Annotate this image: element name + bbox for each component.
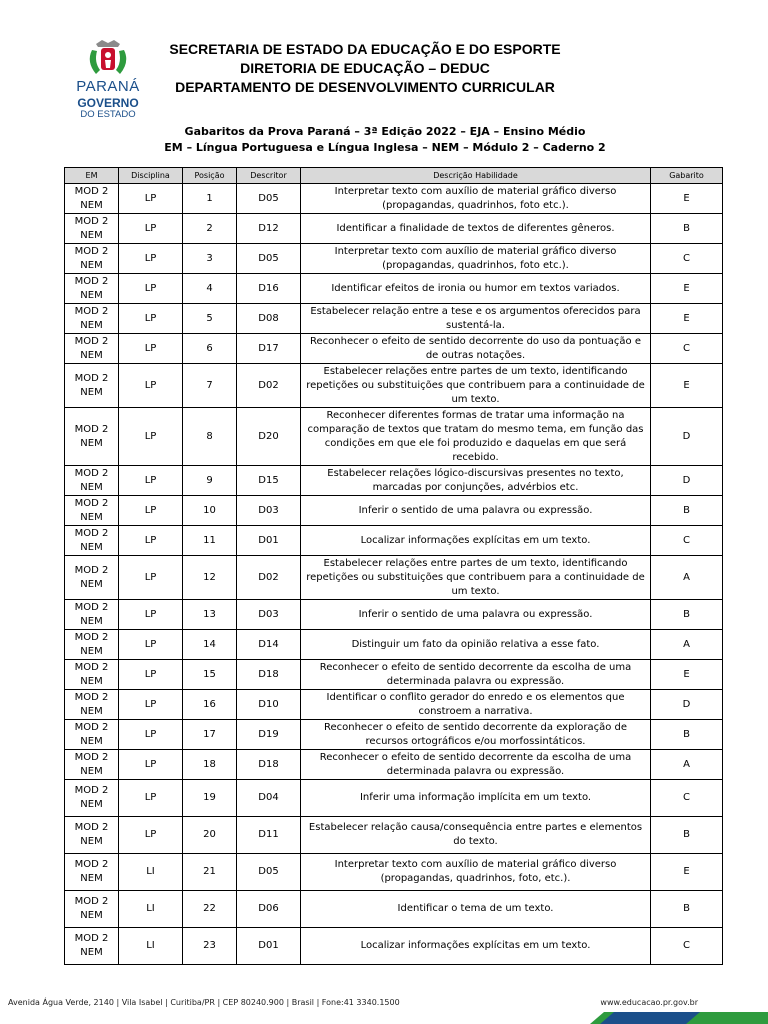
cell-descritor: D10 [237, 690, 301, 720]
table-row [65, 304, 723, 334]
cell-descricao: Inferir o sentido de uma palavra ou expressão. [301, 600, 651, 630]
cell-em: MOD 2 NEM [65, 817, 119, 854]
cell-descricao: Identificar efeitos de ironia ou humor em textos variados. [301, 274, 651, 304]
cell-descricao: Localizar informações explícitas em um texto. [301, 526, 651, 556]
cell-descritor: D08 [237, 304, 301, 334]
cell-descritor: D03 [237, 600, 301, 630]
cell-em: MOD 2 NEM [65, 720, 119, 750]
table-header-row [65, 168, 723, 184]
cell-descritor: D01 [237, 928, 301, 965]
header-departamento: DEPARTAMENTO DE DESENVOLVIMENTO CURRICULAR [175, 79, 555, 95]
cell-disciplina: LP [119, 214, 183, 244]
footer-address: Avenida Água Verde, 2140 | Vila Isabel | Curitiba/PR | CEP 80240.900 | Brasil | Fone:41 3340.1500 [8, 998, 400, 1007]
cell-disciplina: LP [119, 630, 183, 660]
cell-posicao: 11 [183, 526, 237, 556]
cell-disciplina: LP [119, 556, 183, 600]
cell-posicao: 21 [183, 854, 237, 891]
cell-descricao: Reconhecer o efeito de sentido decorrente da exploração de recursos ortográficos e/ou morfossintáticos. [301, 720, 651, 750]
cell-disciplina: LP [119, 334, 183, 364]
cell-gabarito: C [651, 780, 723, 817]
cell-descritor: D01 [237, 526, 301, 556]
cell-gabarito: E [651, 660, 723, 690]
table-row [65, 780, 723, 817]
table-row [65, 556, 723, 600]
cell-descritor: D03 [237, 496, 301, 526]
cell-gabarito: E [651, 274, 723, 304]
cell-em: MOD 2 NEM [65, 526, 119, 556]
cell-gabarito: B [651, 720, 723, 750]
cell-posicao: 19 [183, 780, 237, 817]
table-row [65, 334, 723, 364]
cell-em: MOD 2 NEM [65, 690, 119, 720]
cell-posicao: 1 [183, 184, 237, 214]
cell-descritor: D06 [237, 891, 301, 928]
footer-website: www.educacao.pr.gov.br [600, 998, 698, 1007]
cell-disciplina: LP [119, 690, 183, 720]
cell-descricao: Estabelecer relações entre partes de um texto, identificando repetições ou substituições que contribuem para a continuidade de um texto. [301, 364, 651, 408]
cell-em: MOD 2 NEM [65, 780, 119, 817]
table-row [65, 364, 723, 408]
cell-descritor: D05 [237, 244, 301, 274]
cell-descritor: D17 [237, 334, 301, 364]
cell-gabarito: C [651, 334, 723, 364]
cell-disciplina: LP [119, 496, 183, 526]
cell-gabarito: A [651, 750, 723, 780]
cell-disciplina: LP [119, 660, 183, 690]
cell-posicao: 16 [183, 690, 237, 720]
cell-em: MOD 2 NEM [65, 214, 119, 244]
cell-disciplina: LP [119, 244, 183, 274]
cell-gabarito: C [651, 526, 723, 556]
footer-color-stripe [0, 1012, 768, 1024]
table-row [65, 184, 723, 214]
cell-descricao: Distinguir um fato da opinião relativa a esse fato. [301, 630, 651, 660]
cell-posicao: 22 [183, 891, 237, 928]
table-row [65, 928, 723, 965]
cell-gabarito: B [651, 817, 723, 854]
cell-descritor: D05 [237, 184, 301, 214]
cell-em: MOD 2 NEM [65, 630, 119, 660]
cell-em: MOD 2 NEM [65, 891, 119, 928]
cell-gabarito: E [651, 184, 723, 214]
cell-descritor: D02 [237, 556, 301, 600]
header-descritor: Descritor [237, 168, 301, 184]
cell-gabarito: E [651, 304, 723, 334]
header-diretoria: DIRETORIA DE EDUCAÇÃO – DEDUC [240, 60, 490, 76]
cell-gabarito: A [651, 630, 723, 660]
cell-posicao: 15 [183, 660, 237, 690]
cell-gabarito: B [651, 891, 723, 928]
cell-gabarito: A [651, 556, 723, 600]
cell-descricao: Identificar a finalidade de textos de diferentes gêneros. [301, 214, 651, 244]
cell-descricao: Estabelecer relações lógico-discursivas presentes no texto, marcadas por conjunções, advérbios etc. [301, 466, 651, 496]
cell-descritor: D20 [237, 408, 301, 466]
cell-posicao: 13 [183, 600, 237, 630]
cell-descricao: Interpretar texto com auxílio de material gráfico diverso (propagandas, quadrinhos, foto etc.). [301, 244, 651, 274]
cell-posicao: 5 [183, 304, 237, 334]
table-row [65, 720, 723, 750]
cell-gabarito: D [651, 408, 723, 466]
cell-em: MOD 2 NEM [65, 334, 119, 364]
cell-descricao: Localizar informações explícitas em um texto. [301, 928, 651, 965]
cell-disciplina: LP [119, 408, 183, 466]
cell-descritor: D16 [237, 274, 301, 304]
cell-em: MOD 2 NEM [65, 854, 119, 891]
table-row [65, 817, 723, 854]
cell-descricao: Reconhecer o efeito de sentido decorrente do uso da pontuação e de outras notações. [301, 334, 651, 364]
table-row [65, 690, 723, 720]
cell-em: MOD 2 NEM [65, 364, 119, 408]
cell-descricao: Reconhecer diferentes formas de tratar uma informação na comparação de textos que tratam do mesmo tema, em função das condições em que ele foi produzido e daquelas em que será recebido. [301, 408, 651, 466]
cell-descricao: Estabelecer relação entre a tese e os argumentos oferecidos para sustentá-la. [301, 304, 651, 334]
logo-do-estado-text: DO ESTADO [80, 109, 136, 120]
cell-disciplina: LP [119, 184, 183, 214]
logo-parana-text: PARANÁ [76, 78, 140, 95]
cell-disciplina: LI [119, 928, 183, 965]
cell-descritor: D05 [237, 854, 301, 891]
cell-em: MOD 2 NEM [65, 556, 119, 600]
cell-em: MOD 2 NEM [65, 496, 119, 526]
table-row [65, 466, 723, 496]
document-header [140, 40, 590, 97]
cell-em: MOD 2 NEM [65, 466, 119, 496]
table-row [65, 408, 723, 466]
cell-posicao: 14 [183, 630, 237, 660]
cell-disciplina: LP [119, 780, 183, 817]
cell-disciplina: LP [119, 466, 183, 496]
cell-posicao: 7 [183, 364, 237, 408]
header-descricao-habilidade: Descrição Habilidade [301, 168, 651, 184]
cell-posicao: 6 [183, 334, 237, 364]
cell-em: MOD 2 NEM [65, 184, 119, 214]
document-subtitle [120, 124, 650, 156]
cell-posicao: 23 [183, 928, 237, 965]
cell-gabarito: D [651, 466, 723, 496]
cell-disciplina: LP [119, 364, 183, 408]
cell-descricao: Inferir o sentido de uma palavra ou expressão. [301, 496, 651, 526]
cell-disciplina: LP [119, 720, 183, 750]
table-row [65, 526, 723, 556]
cell-descricao: Estabelecer relações entre partes de um texto, identificando repetições ou substituições que contribuem para a continuidade de um texto. [301, 556, 651, 600]
cell-posicao: 3 [183, 244, 237, 274]
cell-descritor: D04 [237, 780, 301, 817]
cell-disciplina: LI [119, 854, 183, 891]
cell-gabarito: D [651, 690, 723, 720]
cell-descricao: Reconhecer o efeito de sentido decorrente da escolha de uma determinada palavra ou expressão. [301, 750, 651, 780]
header-posicao: Posição [183, 168, 237, 184]
cell-descricao: Interpretar texto com auxílio de material gráfico diverso (propagandas, quadrinhos, foto etc.). [301, 184, 651, 214]
cell-descricao: Reconhecer o efeito de sentido decorrente da escolha de uma determinada palavra ou expressão. [301, 660, 651, 690]
subtitle-gabaritos: Gabaritos da Prova Paraná – 3ª Edição 2022 – EJA – Ensino Médio [184, 125, 586, 138]
cell-descritor: D18 [237, 660, 301, 690]
cell-descritor: D02 [237, 364, 301, 408]
header-secretaria: SECRETARIA DE ESTADO DA EDUCAÇÃO E DO ESPORTE [169, 41, 561, 57]
cell-descricao: Interpretar texto com auxílio de material gráfico diverso (propagandas, quadrinhos, foto, etc.). [301, 854, 651, 891]
cell-posicao: 2 [183, 214, 237, 244]
cell-em: MOD 2 NEM [65, 928, 119, 965]
cell-em: MOD 2 NEM [65, 408, 119, 466]
cell-posicao: 8 [183, 408, 237, 466]
logo-governo-text: GOVERNO [77, 96, 139, 110]
cell-posicao: 20 [183, 817, 237, 854]
cell-posicao: 4 [183, 274, 237, 304]
cell-em: MOD 2 NEM [65, 600, 119, 630]
subtitle-modulo: EM – Língua Portuguesa e Língua Inglesa – NEM – Módulo 2 – Caderno 2 [164, 141, 606, 154]
cell-gabarito: C [651, 928, 723, 965]
cell-gabarito: B [651, 214, 723, 244]
cell-descritor: D19 [237, 720, 301, 750]
table-row [65, 630, 723, 660]
table-row [65, 891, 723, 928]
cell-descritor: D12 [237, 214, 301, 244]
header-em: EM [65, 168, 119, 184]
table-row [65, 750, 723, 780]
header-gabarito: Gabarito [651, 168, 723, 184]
table-row [65, 244, 723, 274]
table-row [65, 854, 723, 891]
cell-em: MOD 2 NEM [65, 304, 119, 334]
answer-key-table [64, 167, 723, 965]
table-body [65, 184, 723, 965]
cell-disciplina: LP [119, 750, 183, 780]
cell-gabarito: C [651, 244, 723, 274]
cell-gabarito: B [651, 496, 723, 526]
cell-em: MOD 2 NEM [65, 274, 119, 304]
table-row [65, 496, 723, 526]
cell-descritor: D18 [237, 750, 301, 780]
cell-descricao: Inferir uma informação implícita em um texto. [301, 780, 651, 817]
cell-disciplina: LP [119, 817, 183, 854]
cell-disciplina: LP [119, 526, 183, 556]
cell-descricao: Identificar o tema de um texto. [301, 891, 651, 928]
cell-posicao: 17 [183, 720, 237, 750]
cell-descricao: Identificar o conflito gerador do enredo e os elementos que constroem a narrativa. [301, 690, 651, 720]
cell-descritor: D14 [237, 630, 301, 660]
cell-descritor: D11 [237, 817, 301, 854]
cell-em: MOD 2 NEM [65, 750, 119, 780]
cell-posicao: 12 [183, 556, 237, 600]
table-row [65, 214, 723, 244]
cell-disciplina: LP [119, 304, 183, 334]
cell-descritor: D15 [237, 466, 301, 496]
cell-disciplina: LP [119, 600, 183, 630]
cell-gabarito: B [651, 600, 723, 630]
cell-disciplina: LI [119, 891, 183, 928]
cell-em: MOD 2 NEM [65, 660, 119, 690]
table-row [65, 600, 723, 630]
header-disciplina: Disciplina [119, 168, 183, 184]
cell-gabarito: E [651, 364, 723, 408]
cell-gabarito: E [651, 854, 723, 891]
table-row [65, 660, 723, 690]
cell-em: MOD 2 NEM [65, 244, 119, 274]
cell-posicao: 9 [183, 466, 237, 496]
cell-descricao: Estabelecer relação causa/consequência entre partes e elementos do texto. [301, 817, 651, 854]
table-row [65, 274, 723, 304]
cell-posicao: 10 [183, 496, 237, 526]
parana-government-logo [72, 38, 144, 122]
coat-of-arms-icon [72, 38, 144, 78]
cell-posicao: 18 [183, 750, 237, 780]
cell-disciplina: LP [119, 274, 183, 304]
